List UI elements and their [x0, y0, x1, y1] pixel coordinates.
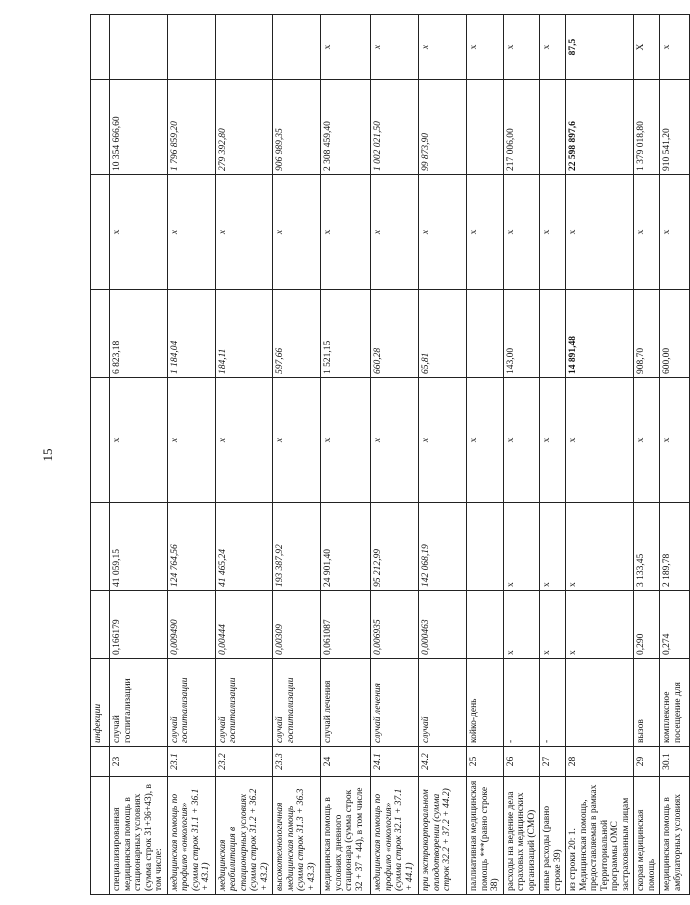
table-cell: х — [540, 378, 566, 503]
table-cell: х — [273, 378, 321, 503]
table-cell: х — [467, 175, 504, 290]
table-cell: случай госпитализации — [167, 659, 215, 747]
table-cell: х — [167, 175, 215, 290]
table-cell — [467, 290, 504, 378]
table-cell: иные расходы (равно строке 39) — [540, 777, 566, 895]
table-cell: х — [321, 378, 371, 503]
table-cell — [566, 659, 634, 747]
table-cell: 2 308 459,40 — [321, 80, 371, 175]
table-cell: 1 002 021,50 — [371, 80, 419, 175]
table-cell: инфекции — [91, 659, 110, 747]
table-cell: 1 796 859,20 — [167, 80, 215, 175]
table-cell: 184,11 — [215, 290, 273, 378]
table-cell: 1 379 018,80 — [634, 80, 660, 175]
table-cell: 28 — [566, 747, 634, 777]
table-cell: случай госпитализации — [110, 659, 168, 747]
table-cell: х — [503, 591, 540, 659]
table-cell: 23.1 — [167, 747, 215, 777]
table-row — [167, 15, 215, 895]
table-cell: 41 465,24 — [215, 503, 273, 591]
table-cell: х — [321, 175, 371, 290]
table-cell — [91, 175, 110, 290]
table-cell: 279 392,80 — [215, 80, 273, 175]
table-cell: койко-день — [467, 659, 504, 747]
table-cell: 908,70 — [634, 290, 660, 378]
table-cell: - — [540, 659, 566, 747]
table-cell: 142 068,19 — [419, 503, 467, 591]
table-cell — [91, 290, 110, 378]
table-cell: х — [503, 15, 540, 80]
table-cell: 30.1 — [660, 747, 690, 777]
table-row — [634, 15, 660, 895]
table-cell: 0,000463 — [419, 591, 467, 659]
table-cell: 23 — [110, 747, 168, 777]
table-row — [419, 15, 467, 895]
table-cell: х — [540, 175, 566, 290]
table-cell: 14 891,48 — [566, 290, 634, 378]
table-cell: х — [215, 378, 273, 503]
table-cell: 87,5 — [566, 15, 634, 80]
table-row — [660, 15, 690, 895]
table-cell: х — [110, 175, 168, 290]
table-body — [91, 15, 690, 895]
table-cell: 1 184,04 — [167, 290, 215, 378]
table-cell — [91, 591, 110, 659]
table-cell: х — [215, 175, 273, 290]
table-cell: 0,290 — [634, 591, 660, 659]
table-cell: 0,009490 — [167, 591, 215, 659]
table-cell: х — [371, 378, 419, 503]
table-cell: 0,006935 — [371, 591, 419, 659]
table-cell — [467, 591, 504, 659]
table-cell: высокотехнологичная медицинская помощь (сумма строк 31.3 + 36.3 + 43.3) — [273, 777, 321, 895]
table-cell: паллиативная медицинская помощь ***(равно строке 38) — [467, 777, 504, 895]
table-cell: х — [419, 175, 467, 290]
table-cell: х — [660, 378, 690, 503]
table-cell: х — [660, 15, 690, 80]
table-cell — [110, 15, 168, 80]
table-cell: х — [503, 378, 540, 503]
finance-table — [90, 14, 690, 895]
table-cell — [91, 503, 110, 591]
table-cell: х — [566, 591, 634, 659]
table-cell: х — [566, 503, 634, 591]
table-cell — [540, 290, 566, 378]
table-row — [110, 15, 168, 895]
table-cell: 24 901,40 — [321, 503, 371, 591]
table-cell — [91, 15, 110, 80]
table-cell: 24 — [321, 747, 371, 777]
table-cell — [91, 80, 110, 175]
table-cell: х — [566, 175, 634, 290]
table-cell: Х — [634, 15, 660, 80]
table-cell: скорая медицинская помощь — [634, 777, 660, 895]
table-cell: 1 521,15 — [321, 290, 371, 378]
page-number: 15 — [40, 448, 55, 462]
table-cell: х — [167, 378, 215, 503]
table-row — [273, 15, 321, 895]
table-cell: 0,274 — [660, 591, 690, 659]
table-cell: х — [503, 175, 540, 290]
table-cell: х — [273, 175, 321, 290]
table-cell: 143,00 — [503, 290, 540, 378]
table-cell: х — [467, 15, 504, 80]
table-row — [91, 15, 110, 895]
table-row — [321, 15, 371, 895]
table-cell: 29 — [634, 747, 660, 777]
table-cell: случай госпитализации — [215, 659, 273, 747]
table-cell: 3 133,45 — [634, 503, 660, 591]
table-cell: х — [321, 15, 371, 80]
table-cell: х — [634, 378, 660, 503]
table-cell: медицинская помощь в условиях дневного стационара (сумма строк 32 + 37 + 44), в том числе — [321, 777, 371, 895]
table-cell: х — [110, 378, 168, 503]
table-cell: случай — [419, 659, 467, 747]
table-cell — [215, 15, 273, 80]
table-cell: - — [503, 659, 540, 747]
table-cell: 65,81 — [419, 290, 467, 378]
table-cell: специализированная медицинская помощь в стационарных условиях (сумма строк 31+36+43), в том числе: — [110, 777, 168, 895]
table-cell: х — [419, 15, 467, 80]
table-cell: 0,00444 — [215, 591, 273, 659]
table-cell: х — [540, 503, 566, 591]
table-cell: х — [634, 175, 660, 290]
table-cell: 24.2 — [419, 747, 467, 777]
table-cell: 41 059,15 — [110, 503, 168, 591]
table-cell: 26 — [503, 747, 540, 777]
table-row — [467, 15, 504, 895]
table-cell — [167, 15, 215, 80]
table-cell: случай госпитализации — [273, 659, 321, 747]
table-cell — [540, 80, 566, 175]
table-cell: 23.3 — [273, 747, 321, 777]
table-container — [90, 15, 683, 895]
table-cell: х — [467, 378, 504, 503]
table-cell: 6 823,18 — [110, 290, 168, 378]
table-cell — [467, 80, 504, 175]
table-cell: 600,00 — [660, 290, 690, 378]
table-cell: 0,061087 — [321, 591, 371, 659]
table-cell: х — [566, 378, 634, 503]
table-cell: 193 387,92 — [273, 503, 321, 591]
table-cell: вызов — [634, 659, 660, 747]
table-cell: 0,166179 — [110, 591, 168, 659]
table-cell: случай лечения — [321, 659, 371, 747]
table-cell: случай лечения — [371, 659, 419, 747]
table-cell: 10 354 666,60 — [110, 80, 168, 175]
table-cell: 597,66 — [273, 290, 321, 378]
table-cell: 24.1 — [371, 747, 419, 777]
table-cell: 2 189,78 — [660, 503, 690, 591]
table-cell: 25 — [467, 747, 504, 777]
table-cell — [91, 777, 110, 895]
table-row — [371, 15, 419, 895]
table-cell: х — [540, 15, 566, 80]
table-cell: 910 541,20 — [660, 80, 690, 175]
table-cell — [91, 378, 110, 503]
table-cell: медицинская помощь по профилю «онкология» (сумма строк 31.1 + 36.1 + 43.1) — [167, 777, 215, 895]
table-row — [566, 15, 634, 895]
table-cell: 95 212,99 — [371, 503, 419, 591]
table-cell: х — [371, 15, 419, 80]
table-cell: х — [540, 591, 566, 659]
table-row — [540, 15, 566, 895]
table-cell — [273, 15, 321, 80]
table-cell: 217 006,00 — [503, 80, 540, 175]
table-cell: х — [660, 175, 690, 290]
table-cell — [91, 747, 110, 777]
table-cell: х — [419, 378, 467, 503]
table-cell: 23.2 — [215, 747, 273, 777]
table-cell: медицинская помощь в амбулаторных условиях — [660, 777, 690, 895]
table-cell: 22 598 897,6 — [566, 80, 634, 175]
table-cell: расходы на ведение дела страховых медицинских организаций (СМО) — [503, 777, 540, 895]
table-cell: 660,28 — [371, 290, 419, 378]
table-cell — [467, 503, 504, 591]
table-row — [503, 15, 540, 895]
table-cell: 0,00309 — [273, 591, 321, 659]
table-cell: медицинская реабилитация в стационарных условиях (сумма строк 31.2 + 36.2 + 43.2) — [215, 777, 273, 895]
table-cell: медицинская помощь по профилю «онкология» (сумма строк 32.1 + 37.1 + 44.1) — [371, 777, 419, 895]
table-cell: х — [503, 503, 540, 591]
table-cell: 124 764,56 — [167, 503, 215, 591]
table-cell: комплексное посещение для — [660, 659, 690, 747]
rotated-table — [90, 15, 683, 895]
table-cell: 99 873,90 — [419, 80, 467, 175]
table-cell: при экстракорпоральном оплодотворении (сумма строк 32.2 + 37.2 + 44.2) — [419, 777, 467, 895]
table-cell: 27 — [540, 747, 566, 777]
table-cell: из строки 20: 1. Медицинская помощь, предоставляемая в рамках Территориальной программы ОМС застрахованным лицам — [566, 777, 634, 895]
table-cell: х — [371, 175, 419, 290]
table-row — [215, 15, 273, 895]
table-cell: 906 989,35 — [273, 80, 321, 175]
